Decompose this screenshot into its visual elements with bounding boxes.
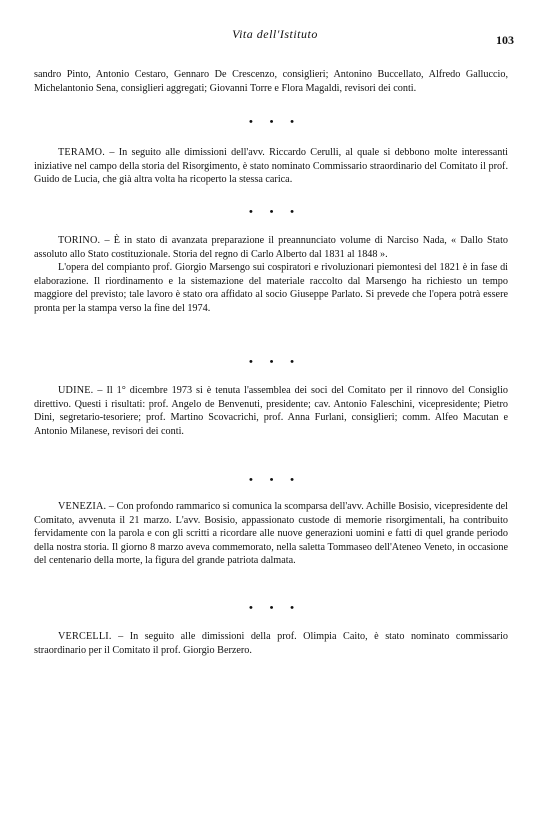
- section-separator: • • •: [248, 356, 302, 368]
- teramo-paragraph: [34, 146, 508, 187]
- udine-paragraph: [34, 384, 508, 438]
- section-separator: • • •: [248, 474, 302, 486]
- venezia-paragraph: [34, 500, 508, 568]
- udine-section: [34, 384, 508, 438]
- section-separator: • • •: [248, 602, 302, 614]
- torino-paragraph: [34, 234, 508, 261]
- venezia-section: [34, 500, 508, 568]
- torino-text: – È in stato di avanzata preparazione il preannunciato volume di Narciso Nada, « Dallo Stato assoluto allo Stato costituzionale. Storia del regno di Carlo Alberto dal 1831 al 1848 ».: [34, 235, 509, 260]
- vercelli-paragraph: [34, 630, 508, 657]
- section-separator: • • •: [248, 206, 302, 218]
- page-number: 103: [496, 33, 514, 47]
- torino-section: [34, 234, 508, 316]
- torino-paragraph-2: L'opera del compianto prof. Giorgio Marsengo sui cospiratori e rivoluzionari piemontesi del 1821 è in fase di elaborazione. Il riordinamento e la sistemazione del materiale raccolto dal Marsengo ha richiesto un tempo maggiore del previsto; tale lavoro è stato ora affidato al socio Giuseppe Parlato. Si prevede che l'opera potrà essere pronta per la stampa verso la fine del 1974.: [34, 262, 508, 314]
- section-separator: • • •: [248, 116, 302, 128]
- teramo-city-label: TERAMO.: [58, 147, 105, 158]
- vercelli-section: [34, 630, 508, 657]
- udine-city-label: UDINE.: [58, 385, 94, 396]
- intro-paragraph: sandro Pinto, Antonio Cestaro, Gennaro De Crescenzo, consiglieri; Antonino Buccellato, Alfredo Galluccio, Michelantonio Sena, consiglieri aggregati; Giovanni Torre e Flora Magaldi, revisori dei conti.: [34, 69, 508, 94]
- teramo-section: [34, 146, 508, 187]
- venezia-text: – Con profondo rammarico si comunica la scomparsa dell'avv. Achille Bosisio, vicepresidente del Comitato, avvenuta il 21 marzo. L'avv. Bosisio, appassionato custode di memorie risorgimentali, ha contribuito fervidamente con la parola e con gli scritti a ricordare alle nuove generazioni uomini e fatti di quel grande periodo della nostra storia. Il giorno 8 marzo aveva commemorato, nella saletta Tommaseo dell'Ateneo Veneto, in occasione del centenario della morte, la figura del grande patriota dalmata.: [34, 501, 508, 567]
- intro-section: [34, 68, 508, 95]
- vercelli-city-label: VERCELLI.: [58, 631, 112, 642]
- running-header-title: Vita dell'Istituto: [232, 27, 318, 41]
- torino-city-label: TORINO.: [58, 235, 101, 246]
- udine-text: – Il 1° dicembre 1973 si è tenuta l'assemblea dei soci del Comitato per il rinnovo del Consiglio direttivo. Questi i risultati: prof. Angelo de Benvenuti, presidente; cav. Antonio Faleschini, vicepresidente; Pietro Dini, segretario-tesoriere; prof. Martino Scovacrichi, prof. Anna Furlani, consiglieri; comm. Alfeo Macutan e Antonio Milanese, revisori dei conti.: [34, 385, 508, 437]
- vercelli-text: – In seguito alle dimissioni della prof. Olimpia Caito, è stato nominato commissario straordinario per il Comitato il prof. Giorgio Berzero.: [34, 631, 508, 656]
- venezia-city-label: VENEZIA.: [58, 501, 107, 512]
- teramo-text: – In seguito alle dimissioni dell'avv. Riccardo Cerulli, al quale si debbono molte interessanti iniziative nel campo della storia del Risorgimento, è stato nominato Commissario straordinario del Comitato il prof. Guido de Lucia, che già altra volta ha ricoperto la stessa carica.: [34, 147, 509, 186]
